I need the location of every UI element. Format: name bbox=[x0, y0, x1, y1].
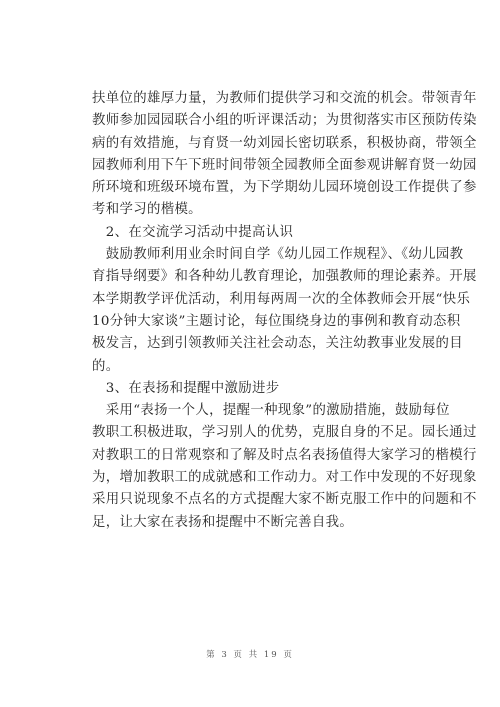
section-heading: 2、在交流学习活动中提高认识 bbox=[92, 224, 294, 240]
document-body bbox=[92, 88, 477, 534]
body-text-line: 教师参加园园联合小组的听评课活动；为贯彻落实市区预防传染 bbox=[92, 113, 477, 129]
body-text-line: 为，增加教职工的成就感和工作动力。对工作中发现的不好现象 bbox=[92, 470, 477, 486]
body-text-line: 鼓励教师利用业余时间自学《幼儿园工作规程》、《幼儿园教 bbox=[92, 247, 464, 263]
body-text-line: 考和学习的楷模。 bbox=[92, 202, 202, 218]
body-text-line: 教职工积极进取，学习别人的优势，克服自身的不足。园长通过 bbox=[92, 425, 477, 441]
body-text-line: 10分钟大家谈”主题讨论，每位围绕身边的事例和教育动态积 bbox=[92, 313, 461, 329]
body-text-line: 采用只说现象不点名的方式提醒大家不断克服工作中的问题和不 bbox=[92, 492, 477, 508]
body-text-line: 的。 bbox=[92, 358, 120, 374]
body-text-line: 育指导纲要》和各种幼儿教育理论，加强教师的理论素养。开展 bbox=[92, 269, 477, 285]
body-text-line: 扶单位的雄厚力量，为教师们提供学习和交流的机会。带领青年 bbox=[92, 91, 477, 106]
section-heading: 3、在表扬和提醒中激励进步 bbox=[92, 380, 280, 396]
body-text-line: 极发言，达到引领教师关注社会动态，关注幼教事业发展的目 bbox=[92, 336, 463, 352]
page-number-footer: 第 3 页 共 19 页 bbox=[206, 650, 294, 660]
body-text-line: 本学期教学评优活动，利用每两周一次的全体教师会开展“快乐 bbox=[92, 291, 471, 307]
body-text-line: 采用“表扬一个人，提醒一种现象”的激励措施，鼓励每位 bbox=[92, 403, 450, 419]
body-text-line: 对教职工的日常观察和了解及时点名表扬值得大家学习的楷模行 bbox=[92, 447, 477, 463]
body-text-line: 病的有效措施，与育贤一幼刘园长密切联系，积极协商，带领全 bbox=[92, 135, 477, 151]
body-text-line: 所环境和班级环境布置，为下学期幼儿园环境创设工作提供了参 bbox=[92, 180, 477, 196]
body-text-line: 园教师利用下午下班时间带领全园教师全面参观讲解育贤一幼园 bbox=[92, 157, 477, 173]
body-text-line: 足，让大家在表扬和提醒中不断完善自我。 bbox=[92, 514, 354, 530]
